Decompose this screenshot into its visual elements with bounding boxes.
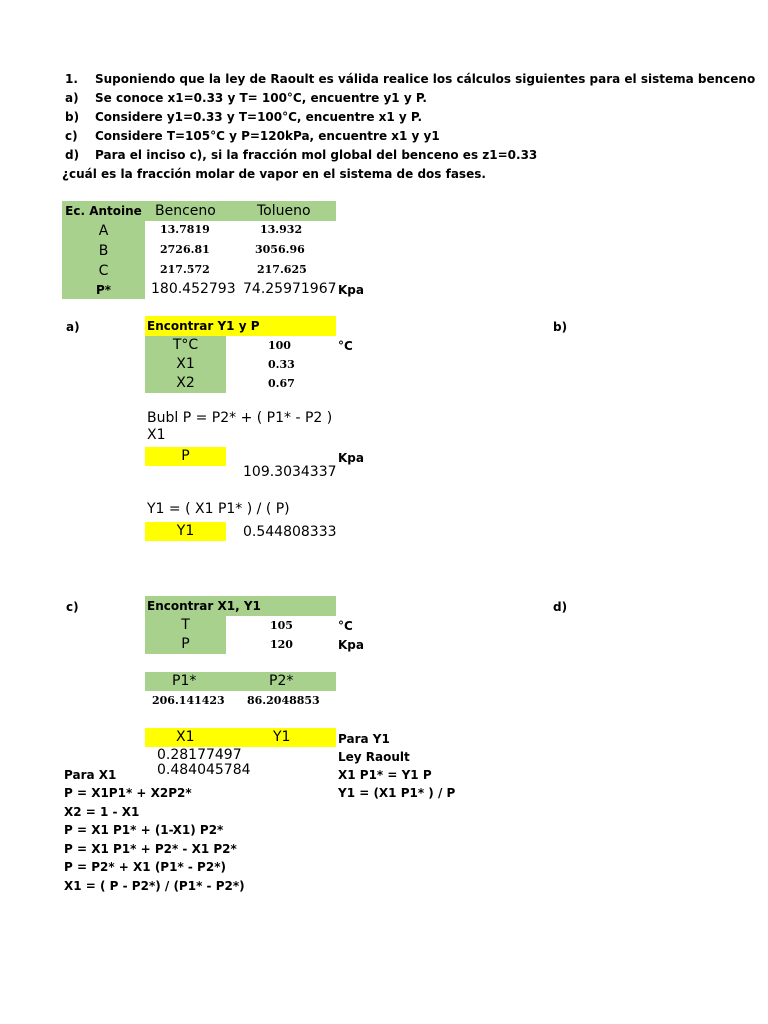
part-d-label: d) [553, 600, 568, 614]
part-c-result-header-band [145, 728, 336, 747]
part-a-y1-label: Y1 [145, 522, 226, 541]
item-c-text: Considere T=105°C y P=120kPa, encuentre x1 y y1 [95, 129, 440, 143]
part-c-t-value: 105 [270, 619, 293, 632]
antoine-p-tolueno: 74.25971967 [243, 281, 337, 297]
part-a-label: a) [66, 320, 80, 334]
part-c-p1star-label: P1* [172, 673, 197, 689]
part-c-p1star-value: 206.141423 [152, 694, 225, 707]
part-c-t-unit: °C [338, 619, 353, 633]
item-b-label: b) [65, 110, 80, 124]
antoine-c-benceno: 217.572 [160, 263, 210, 276]
para-x1-line: X1 = ( P - P2*) / (P1* - P2*) [64, 879, 245, 893]
part-a-x1-label: X1 [145, 355, 226, 374]
problem-statement: Suponiendo que la ley de Raoult es válida realice los cálculos siguientes para el sistema benceno [95, 72, 756, 86]
para-y1-line: X1 P1* = Y1 P [338, 768, 432, 782]
part-a-p-label: P [145, 447, 226, 466]
part-c-y1-label: Y1 [273, 729, 291, 745]
item-d-text: Para el inciso c), si la fracción mol global del benceno es z1=0.33 [95, 148, 538, 162]
part-a-x2-label: X2 [145, 374, 226, 393]
para-x1-line: X2 = 1 - X1 [64, 805, 140, 819]
antoine-row-label-b: B [62, 241, 145, 261]
item-c-label: c) [65, 129, 78, 143]
item-b-text: Considere y1=0.33 y T=100°C, encuentre x1 y P. [95, 110, 423, 124]
part-a-y1-value: 0.544808333 [243, 524, 337, 540]
part-a-x1-value: 0.33 [268, 358, 295, 371]
antoine-b-tolueno: 3056.96 [255, 243, 305, 256]
antoine-row-label-a: A [62, 221, 145, 241]
bubble-pressure-equation: Bubl P = P2* + ( P1* - P2 ) [147, 410, 333, 426]
para-x1-title: Para X1 [64, 768, 117, 782]
part-c-p2star-label: P2* [269, 673, 294, 689]
part-c-p-value: 120 [270, 638, 293, 651]
antoine-col-tolueno: Tolueno [257, 203, 311, 219]
para-x1-line: P = X1P1* + X2P2* [64, 786, 192, 800]
part-a-t-value: 100 [268, 339, 291, 352]
part-c-p2star-value: 86.2048853 [247, 694, 320, 707]
part-c-t-label: T [145, 616, 226, 635]
antoine-b-benceno: 2726.81 [160, 243, 210, 256]
antoine-p-unit: Kpa [338, 283, 364, 297]
part-c-x1-label: X1 [176, 729, 195, 745]
antoine-row-label-p: P* [62, 281, 145, 299]
bubble-pressure-equation-x1: X1 [147, 427, 166, 443]
part-c-p-label: P [145, 635, 226, 654]
antoine-header: Ec. Antoine [62, 201, 145, 221]
antoine-p-benceno: 180.452793 [151, 281, 236, 297]
part-a-p-unit: Kpa [338, 451, 364, 465]
para-y1-line: Ley Raoult [338, 750, 410, 764]
item-d-label: d) [65, 148, 80, 162]
para-x1-line: P = P2* + X1 (P1* - P2*) [64, 860, 226, 874]
para-y1-title: Para Y1 [338, 732, 390, 746]
part-c-x1-value: 0.28177497 [157, 747, 242, 763]
part-b-label: b) [553, 320, 568, 334]
part-a-t-unit: °C [338, 339, 353, 353]
question-line: ¿cuál es la fracción molar de vapor en el sistema de dos fases. [62, 167, 486, 181]
part-a-p-value: 109.3034337 [243, 464, 337, 480]
item-a-label: a) [65, 91, 79, 105]
part-c-label: c) [66, 600, 79, 614]
para-y1-line: Y1 = (X1 P1* ) / P [338, 786, 456, 800]
para-x1-line: P = X1 P1* + P2* - X1 P2* [64, 842, 237, 856]
part-c-y1-value: 0.484045784 [157, 762, 251, 778]
part-a-x2-value: 0.67 [268, 377, 295, 390]
y1-equation: Y1 = ( X1 P1* ) / ( P) [147, 501, 290, 517]
problem-number: 1. [65, 72, 78, 86]
antoine-a-benceno: 13.7819 [160, 223, 210, 236]
item-a-text: Se conoce x1=0.33 y T= 100°C, encuentre y1 y P. [95, 91, 427, 105]
antoine-row-label-c: C [62, 261, 145, 281]
antoine-col-benceno: Benceno [155, 203, 216, 219]
part-a-title: Encontrar Y1 y P [145, 316, 336, 336]
antoine-a-tolueno: 13.932 [260, 223, 303, 236]
antoine-c-tolueno: 217.625 [257, 263, 307, 276]
part-a-t-label: T°C [145, 336, 226, 355]
part-c-title: Encontrar X1, Y1 [145, 596, 336, 616]
part-c-p-unit: Kpa [338, 638, 364, 652]
para-x1-line: P = X1 P1* + (1-X1) P2* [64, 823, 224, 837]
